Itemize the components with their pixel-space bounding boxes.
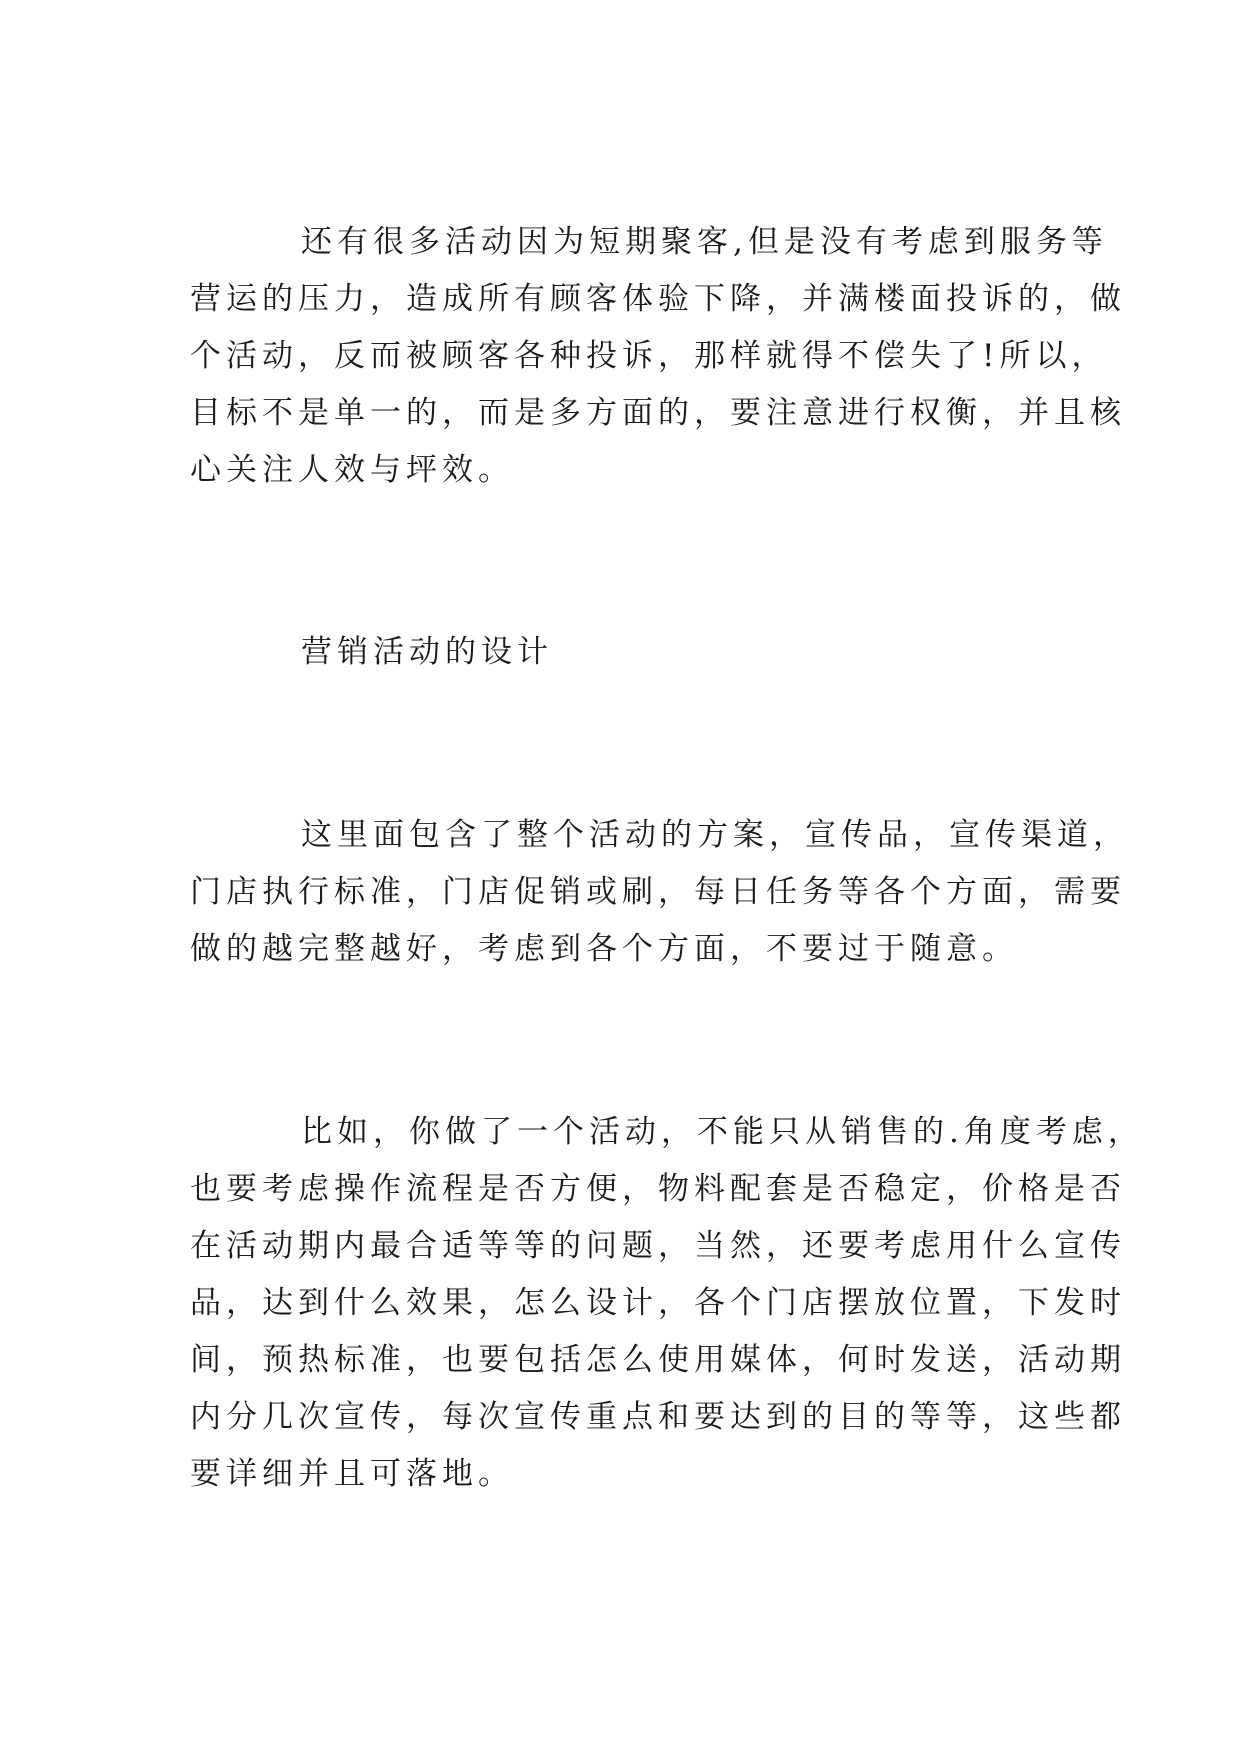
section-heading: 营销活动的设计 [301, 634, 553, 670]
paragraph-2-line-3: 做的越完整越好，考虑到各个方面，不要过于随意。 [190, 931, 1018, 967]
paragraph-3-line-5: 间，预热标准，也要包括怎么使用媒体，何时发送，活动期 [190, 1342, 1126, 1378]
paragraph-1-line-4: 目标不是单一的，而是多方面的，要注意进行权衡，并且核 [190, 395, 1126, 431]
paragraph-3-line-7: 要详细并且可落地。 [190, 1456, 514, 1492]
paragraph-3-line-1: 比如，你做了一个活动，不能只从销售的.角度考虑， [301, 1114, 1144, 1150]
paragraph-1-line-3: 个活动，反而被顾客各种投诉，那样就得不偿失了!所以， [190, 338, 1108, 374]
paragraph-2-line-1: 这里面包含了整个活动的方案，宣传品，宣传渠道， [301, 817, 1129, 853]
paragraph-3-line-6: 内分几次宣传，每次宣传重点和要达到的目的等等，这些都 [190, 1399, 1126, 1435]
paragraph-1-line-5: 心关注人效与坪效。 [190, 452, 514, 488]
paragraph-1-line-1: 还有很多活动因为短期聚客,但是没有考虑到服务等 [301, 224, 1108, 260]
paragraph-3-line-3: 在活动期内最合适等等的问题，当然，还要考虑用什么宣传 [190, 1228, 1126, 1264]
paragraph-2-line-2: 门店执行标准，门店促销或刷，每日任务等各个方面，需要 [190, 874, 1126, 910]
paragraph-3-line-4: 品，达到什么效果，怎么设计，各个门店摆放位置，下发时 [190, 1285, 1126, 1321]
paragraph-1-line-2: 营运的压力，造成所有顾客体验下降，并满楼面投诉的，做 [190, 281, 1126, 317]
paragraph-3-line-2: 也要考虑操作流程是否方便，物料配套是否稳定，价格是否 [190, 1171, 1126, 1207]
